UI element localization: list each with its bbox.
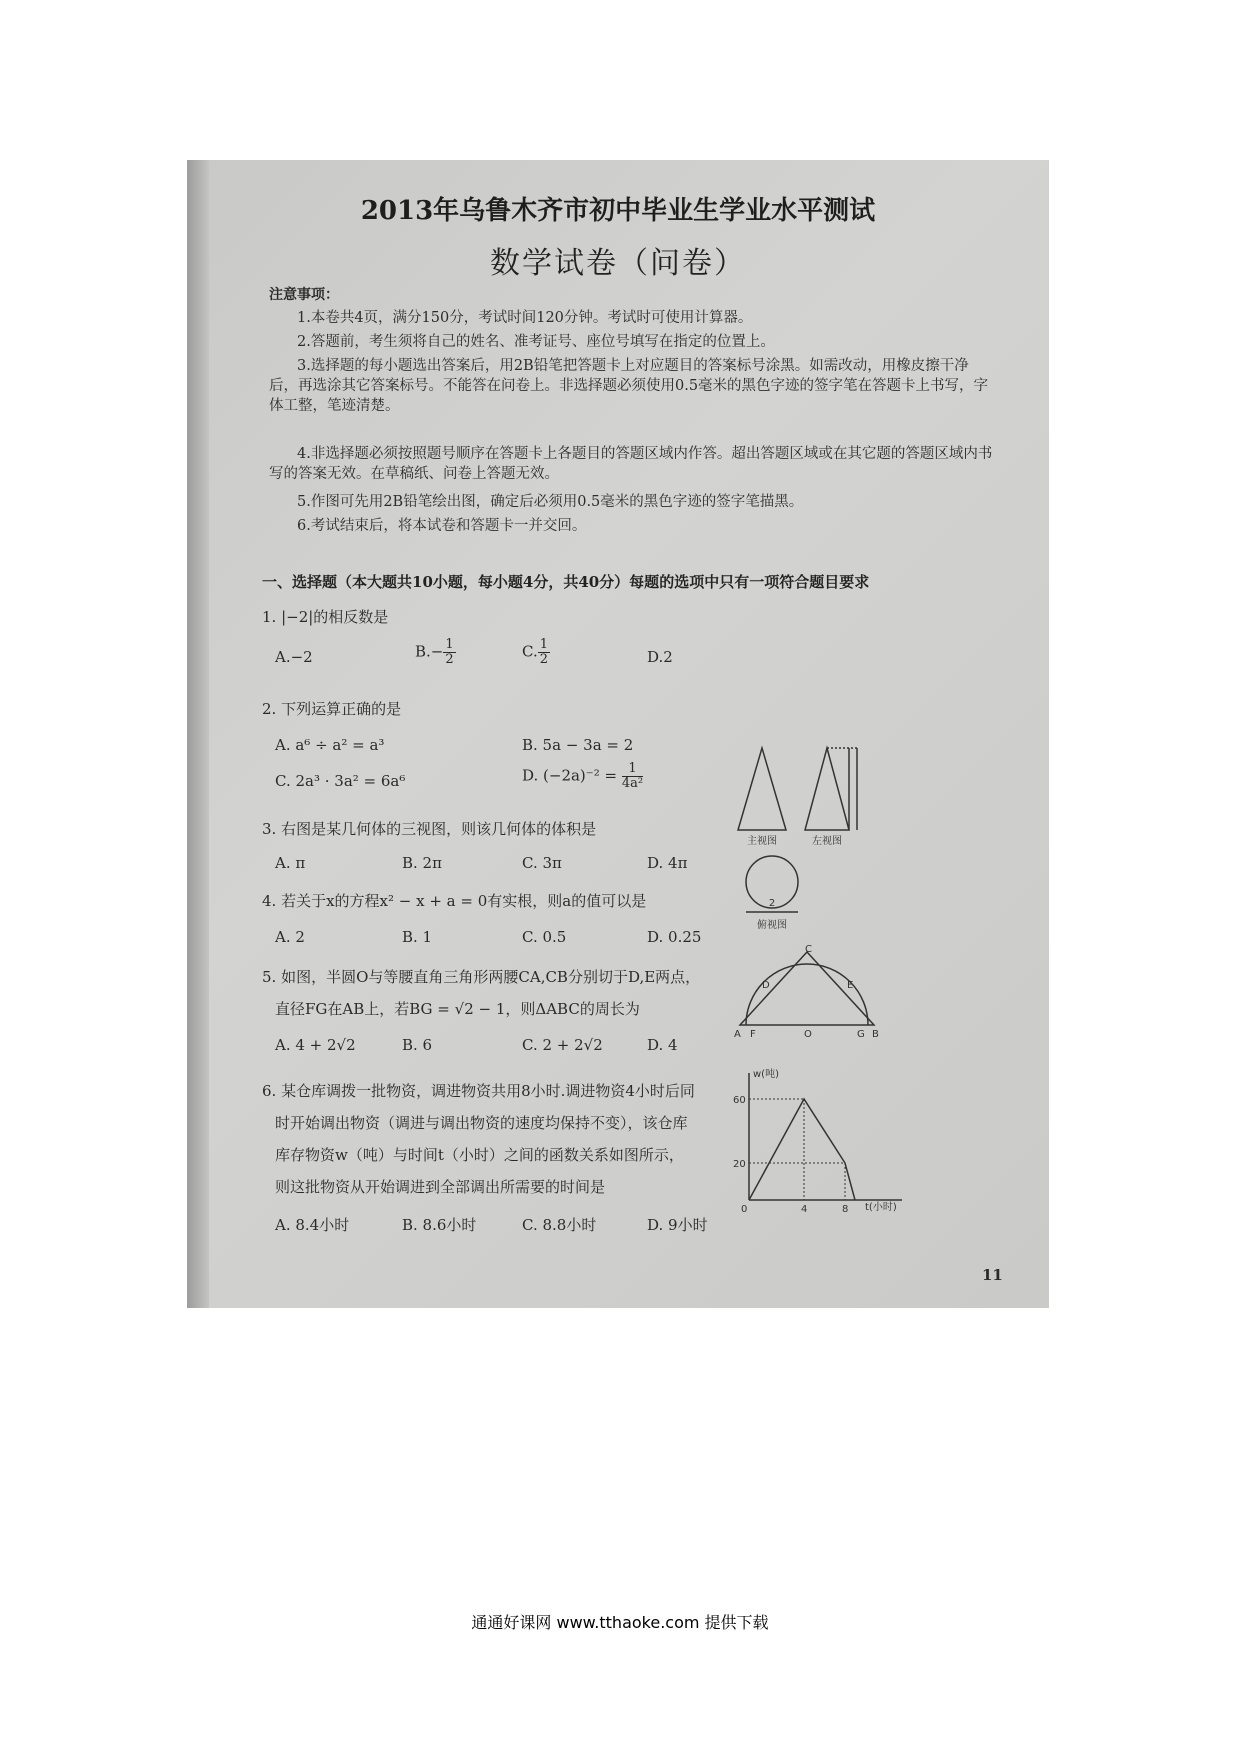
y-tick-20: 20: [733, 1159, 746, 1170]
point-d-label: D: [762, 980, 770, 991]
q2-option-d: D. (−2a)⁻² = $\frac{1}{\text{4a²}}$: [522, 761, 644, 791]
q2-option-b: B. 5a − 3a = 2: [522, 736, 634, 754]
q1-stem: 1. |−2|的相反数是: [262, 608, 389, 626]
point-c-label: C: [805, 944, 812, 955]
q4-option-a: A. 2: [275, 928, 305, 946]
inventory-line: [749, 1099, 855, 1200]
scanned-exam-photo: [187, 160, 1049, 1308]
left-view-triangle: [805, 748, 849, 830]
notice-1: 1.本卷共4页，满分150分，考试时间120分钟。考试时可使用计算器。: [297, 310, 753, 326]
x-axis-label: t(小时): [865, 1202, 897, 1213]
q1-option-b: B.− $\frac{1}{2}$: [415, 637, 454, 667]
q4-stem: 4. 若关于x的方程x² − x + a = 0有实根，则a的值可以是: [262, 892, 647, 910]
q4-option-b: B. 1: [402, 928, 433, 946]
front-view-label: 主视图: [747, 836, 777, 847]
q5-option-b: B. 6: [402, 1036, 433, 1054]
y-tick-60: 60: [733, 1095, 746, 1106]
q5-semicircle-triangle-figure: [732, 940, 892, 1040]
q5-option-a: A. 4 + 2√2: [275, 1036, 356, 1054]
q1-option-d: D.2: [647, 648, 673, 666]
y-axis-label: w(吨): [753, 1069, 779, 1080]
q5-option-c: C. 2 + 2√2: [522, 1036, 603, 1054]
top-view-label: 俯视图: [757, 920, 787, 931]
q2-option-c: C. 2a³ · 3a² = 6a⁶: [275, 772, 406, 790]
q4-option-d: D. 0.25: [647, 928, 702, 946]
q3-option-b: B. 2π: [402, 854, 442, 872]
notice-6: 6.考试结束后，将本试卷和答题卡一并交回。: [297, 518, 587, 534]
q6-function-graph: [727, 1065, 917, 1215]
q6-option-c: C. 8.8小时: [522, 1216, 597, 1234]
front-view-triangle: [738, 748, 786, 830]
exam-subtitle: 数学试卷（问卷）: [490, 246, 746, 281]
q6-option-a: A. 8.4小时: [275, 1216, 350, 1234]
q4-option-c: C. 0.5: [522, 928, 567, 946]
q3-stem: 3. 右图是某几何体的三视图，则该几何体的体积是: [262, 820, 597, 838]
notice-3: 3.选择题的每小题选出答案后，用2B铅笔把答题卡上对应题目的答案标号涂黑。如需改动，用橡皮擦干净后，再选涂其它答案标号。不能答在问卷上。非选择题必须使用0.5毫米的黑色字迹的签字笔在答题卡上书写，字体工整，笔迹清楚。: [269, 358, 989, 414]
notice-4: 4.非选择题必须按照题号顺序在答题卡上各题目的答题区域内作答。超出答题区域或在其它题的答题区域内书写的答案无效。在草稿纸、问卷上答题无效。: [269, 446, 993, 482]
q6-option-d: D. 9小时: [647, 1216, 708, 1234]
point-a-label: A: [734, 1029, 741, 1040]
q5-option-d: D. 4: [647, 1036, 678, 1054]
q2-stem: 2. 下列运算正确的是: [262, 700, 402, 718]
origin-label: 0: [741, 1204, 748, 1215]
exam-title: 2013年乌鲁木齐市初中毕业生学业水平测试: [360, 196, 876, 226]
q6-stem-line2: 时开始调出物资（调进与调出物资的速度均保持不变），该仓库: [275, 1114, 688, 1132]
point-f-label: F: [750, 1029, 756, 1040]
section-1-heading: 一、选择题（本大题共10小题，每小题4分，共40分）每题的选项中只有一项符合题目要求: [262, 573, 870, 591]
q5-stem-line1: 5. 如图，半圆O与等腰直角三角形两腰CA,CB分别切于D,E两点，: [262, 968, 701, 986]
notice-2: 2.答题前，考生须将自己的姓名、准考证号、座位号填写在指定的位置上。: [297, 334, 775, 350]
q6-stem-line1: 6. 某仓库调拨一批物资，调进物资共用8小时.调进物资4小时后同: [262, 1082, 695, 1100]
q6-option-b: B. 8.6小时: [402, 1216, 477, 1234]
q6-stem-line3: 库存物资w（吨）与时间t（小时）之间的函数关系如图所示，: [275, 1146, 684, 1164]
q6-stem-line4: 则这批物资从开始调进到全部调出所需要的时间是: [275, 1178, 606, 1196]
point-b-label: B: [872, 1029, 879, 1040]
page-shadow-edge: [187, 160, 209, 1308]
x-tick-8: 8: [842, 1204, 849, 1215]
footer-download-credit: 通通好课网 www.tthaoke.com 提供下载: [471, 1613, 769, 1632]
q3-option-d: D. 4π: [647, 854, 688, 872]
q3-option-a: A. π: [275, 854, 306, 872]
q1-option-c: C. $\frac{1}{2}$: [522, 637, 548, 667]
page-number: 11: [982, 1266, 1003, 1284]
x-tick-4: 4: [801, 1204, 808, 1215]
q1-option-a: A.−2: [275, 648, 313, 666]
point-g-label: G: [857, 1029, 865, 1040]
notice-5: 5.作图可先用2B铅笔绘出图，确定后必须用0.5毫米的黑色字迹的签字笔描黑。: [297, 494, 804, 510]
q3-option-c: C. 3π: [522, 854, 562, 872]
q5-stem-line2: 直径FG在AB上，若BG = √2 − 1，则ΔABC的周长为: [275, 1000, 640, 1018]
point-o-label: O: [804, 1029, 812, 1040]
q2-option-a: A. a⁶ ÷ a² = a³: [275, 736, 385, 754]
point-e-label: E: [847, 980, 854, 991]
dimension-label: 2: [768, 898, 776, 909]
left-view-label: 左视图: [812, 836, 842, 847]
notice-heading: 注意事项：: [269, 287, 339, 303]
